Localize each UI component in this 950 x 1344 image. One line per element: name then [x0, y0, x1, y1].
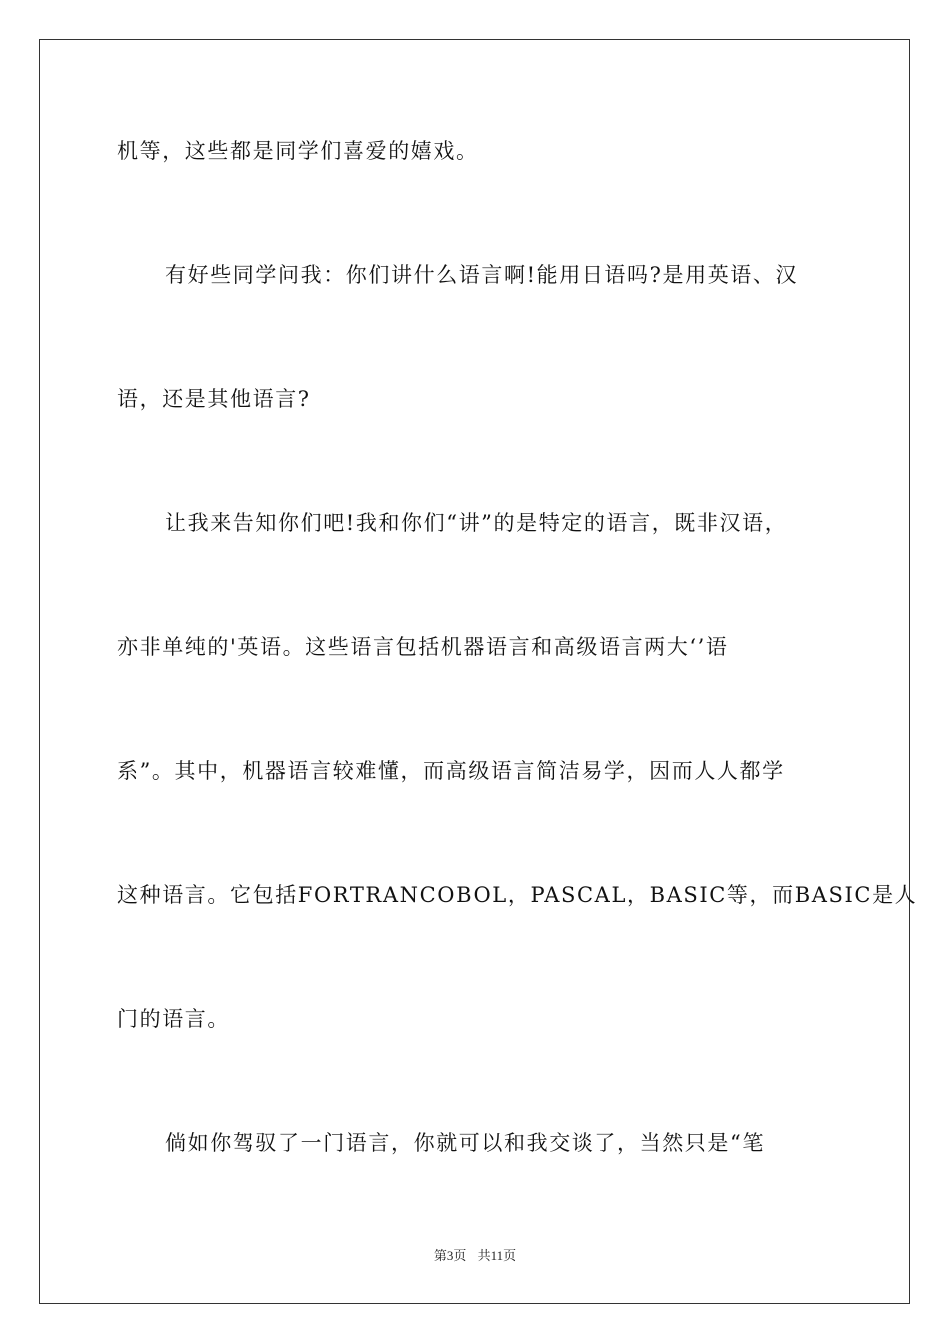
page-footer: [0, 1247, 950, 1265]
body-line: 这种语言。它包括FORTRANCOBOL，PASCAL，BASIC等，而BASIC是人: [117, 883, 918, 907]
body-line: 倘如你驾驭了一门语言，你就可以和我交谈了，当然只是“笔: [165, 1131, 765, 1155]
page-frame: [39, 39, 918, 1304]
page-number: 第3页: [433, 1248, 467, 1263]
body-line: 机等，这些都是同学们喜爱的嬉戏。: [117, 139, 479, 163]
body-line: 系”。其中，机器语言较难懂，而高级语言简洁易学，因而人人都学: [117, 759, 785, 783]
body-line: 亦非单纯的'英语。这些语言包括机器语言和高级语言两大‘’语: [117, 635, 729, 659]
page-total: 共11页: [477, 1248, 517, 1263]
body-line: 有好些同学问我：你们讲什么语言啊!能用日语吗?是用英语、汉: [165, 263, 799, 287]
body-line: 语，还是其他语言?: [117, 387, 311, 411]
body-line: 让我来告知你们吧!我和你们“讲”的是特定的语言，既非汉语，: [165, 511, 788, 535]
body-line: 门的语言。: [117, 1007, 230, 1031]
